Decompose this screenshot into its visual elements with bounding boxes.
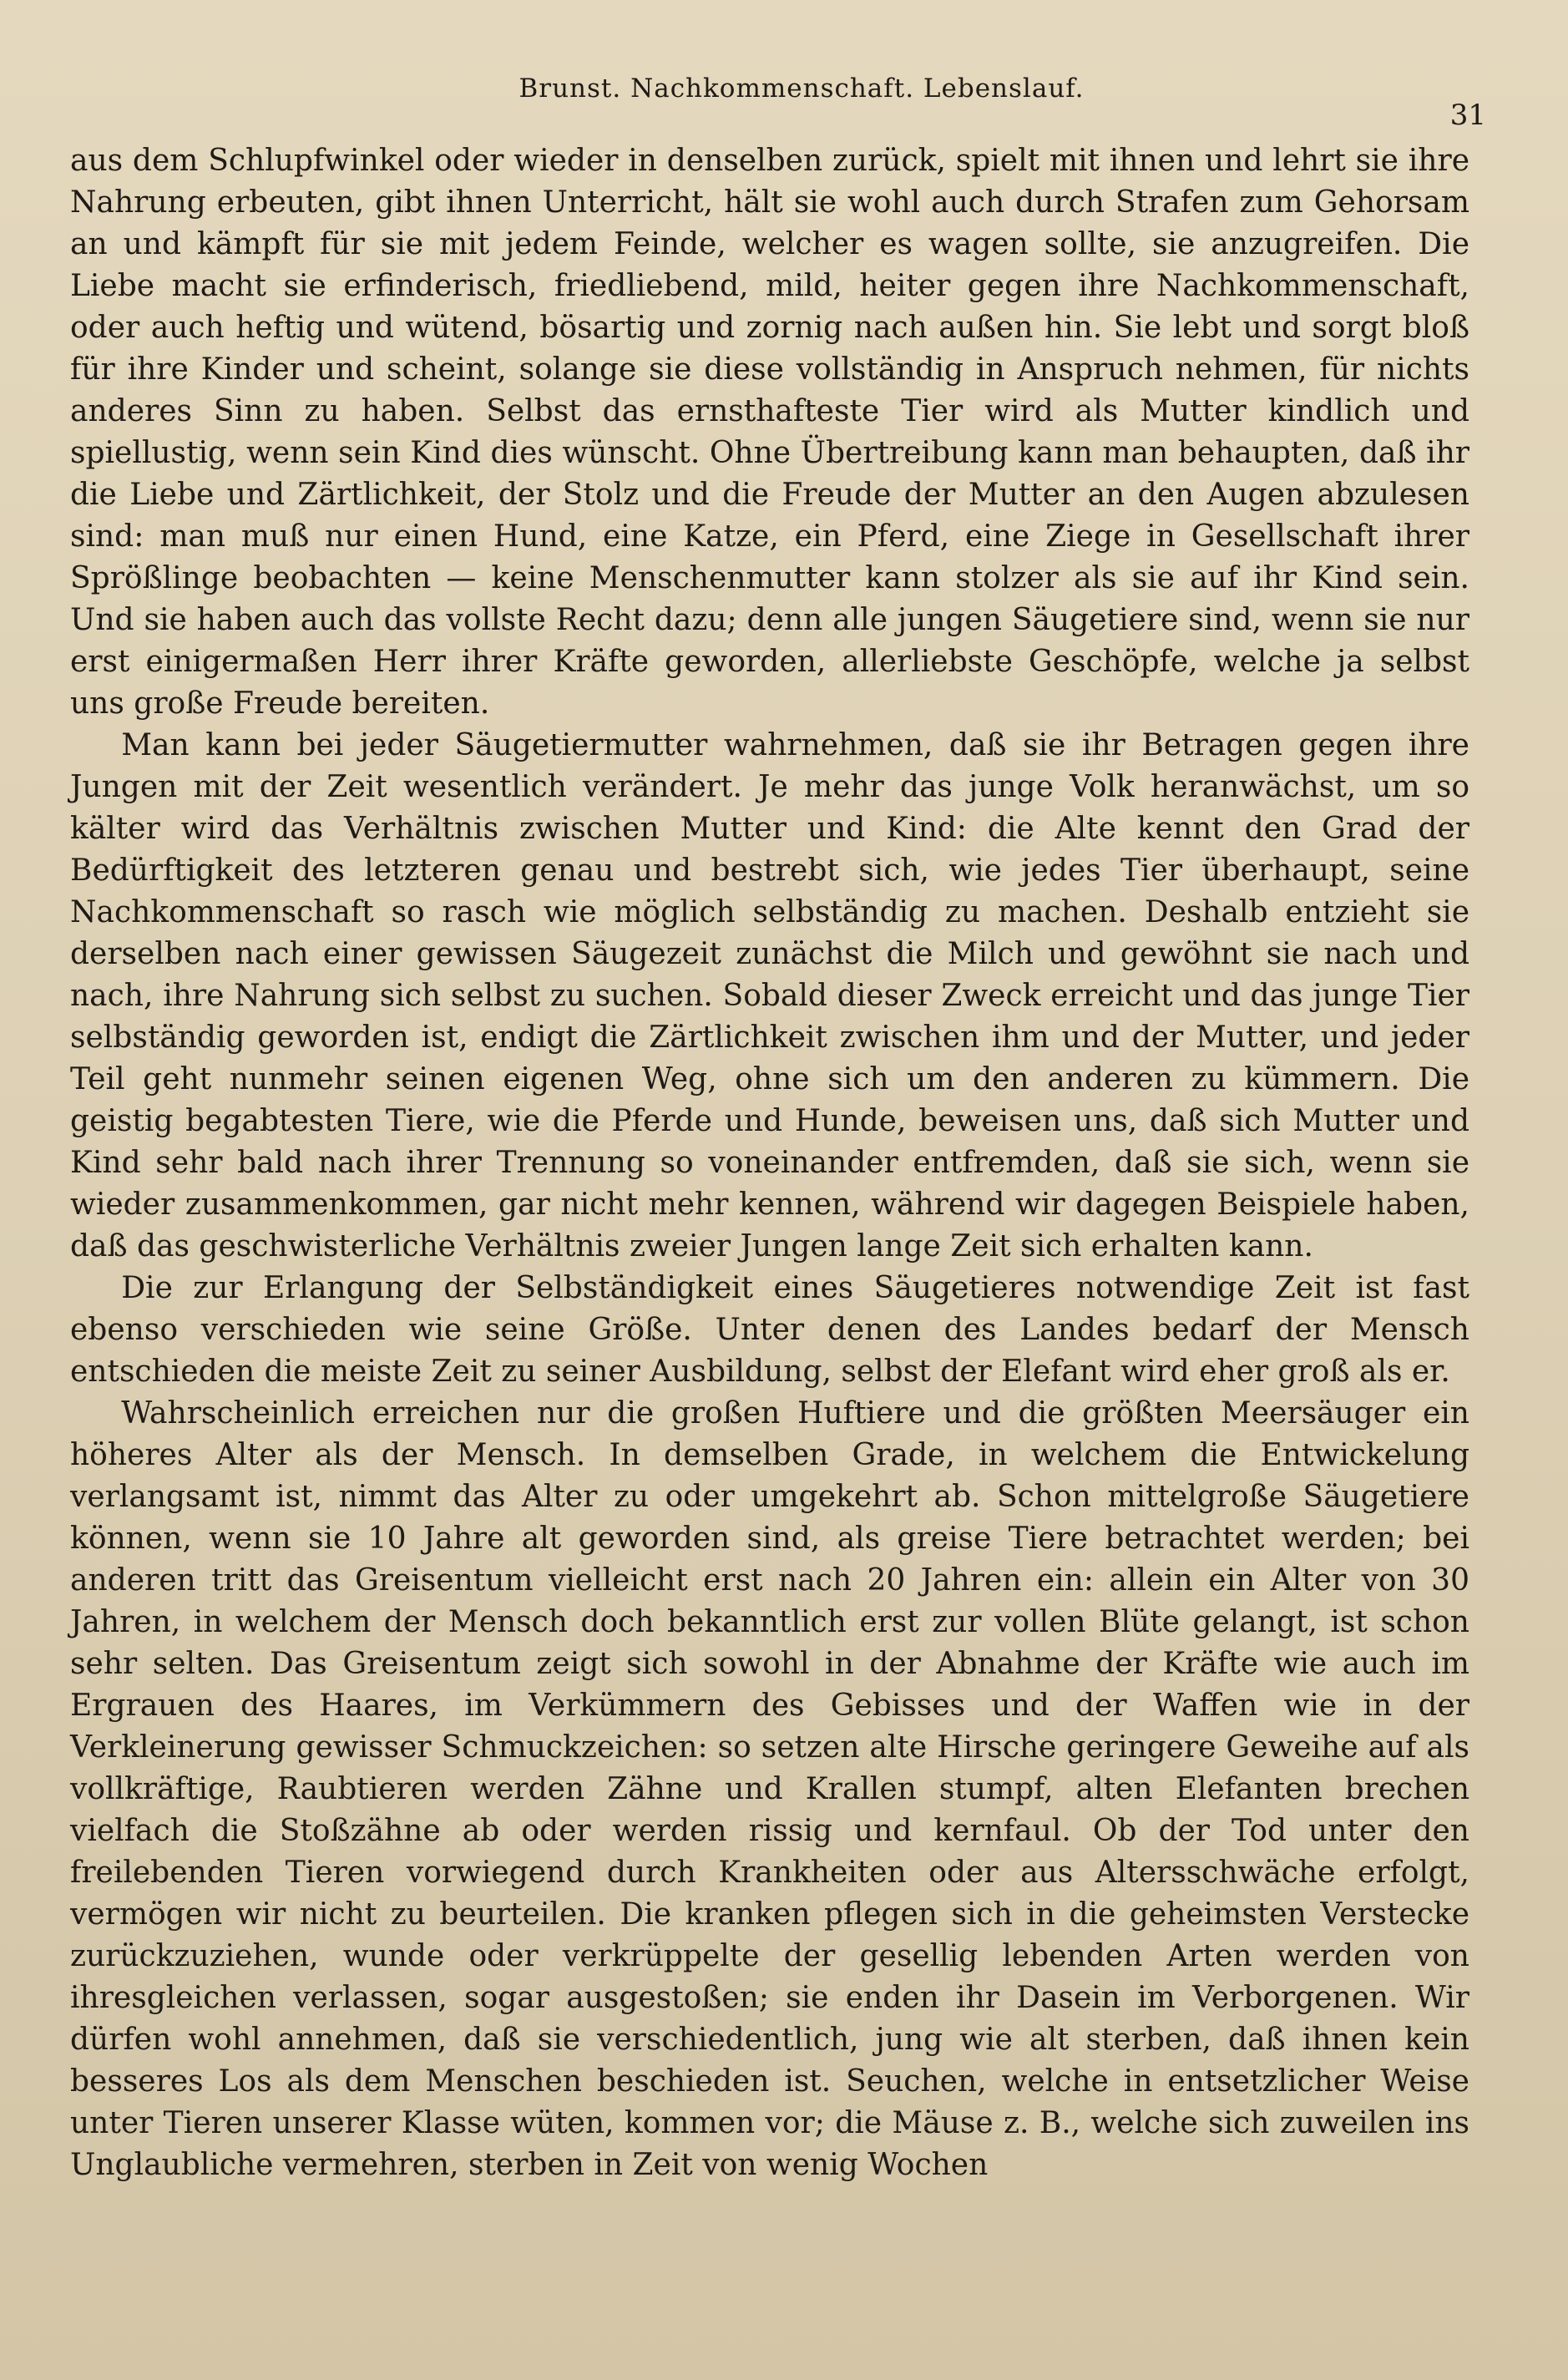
paragraph: Man kann bei jeder Säugetiermutter wahrnehmen, daß sie ihr Betragen gegen ihre Jungen mit der Zeit wesentlich verändert. Je mehr das junge Volk heranwächst, um so kälter wird das Verhältnis zwischen Mutter und Kind: die Alte kennt den Grad der Bedürftigkeit des letzteren genau und bestrebt sich, wie jedes Tier überhaupt, seine Nachkommenschaft so rasch wie möglich selbständig zu machen. Deshalb entzieht sie derselben nach einer gewissen Säugezeit zunächst die Milch und gewöhnt sie nach und nach, ihre Nahrung sich selbst zu suchen. Sobald dieser Zweck erreicht und das junge Tier selbständig geworden ist, endigt die Zärtlichkeit zwischen ihm und der Mutter, und jeder Teil geht nunmehr seinen eigenen Weg, ohne sich um den anderen zu kümmern. Die geistig begabtesten Tiere, wie die Pferde und Hunde, beweisen uns, daß sich Mutter und Kind sehr bald nach ihrer Trennung so voneinander entfremden, daß sie sich, wenn sie wieder zusammenkommen, gar nicht mehr kennen, während wir dagegen Beispiele haben, daß das geschwisterliche Verhältnis zweier Jungen lange Zeit sich erhalten kann. bbox=[70, 728, 1469, 1263]
body-text bbox=[70, 140, 1469, 2186]
paragraph-continued: aus dem Schlupfwinkel oder wieder in denselben zurück, spielt mit ihnen und lehrt sie ihre Nahrung erbeuten, gibt ihnen Unterricht, hält sie wohl auch durch Strafen zum Gehorsam an und kämpft für sie mit jedem Feinde, welcher es wagen sollte, sie anzugreifen. Die Liebe macht sie erfinderisch, friedliebend, mild, heiter gegen ihre Nachkommenschaft, oder auch heftig und wütend, bösartig und zornig nach außen hin. Sie lebt und sorgt bloß für ihre Kinder und scheint, solange sie diese vollständig in Anspruch nehmen, für nichts anderes Sinn zu haben. Selbst das ernsthafteste Tier wird als Mutter kindlich und spiellustig, wenn sein Kind dies wünscht. Ohne Übertreibung kann man behaupten, daß ihr die Liebe und Zärtlichkeit, der Stolz und die Freude der Mutter an den Augen abzulesen sind: man muß nur einen Hund, eine Katze, ein Pferd, eine Ziege in Gesellschaft ihrer Sprößlinge beobachten — keine Menschenmutter kann stolzer als sie auf ihr Kind sein. Und sie haben auch das vollste Recht dazu; denn alle jungen Säugetiere sind, wenn sie nur erst einigermaßen Herr ihrer Kräfte geworden, allerliebste Geschöpfe, welche ja selbst uns große Freude bereiten. bbox=[70, 144, 1469, 721]
running-head: Brunst. Nachkommenschaft. Lebenslauf. bbox=[518, 73, 1085, 104]
page-number: 31 bbox=[1449, 99, 1486, 132]
paragraph: Die zur Erlangung der Selbständigkeit eines Säugetieres notwendige Zeit ist fast ebenso verschieden wie seine Größe. Unter denen des Landes bedarf der Mensch entschieden die meiste Zeit zu seiner Ausbildung, selbst der Elefant wird eher groß als er. bbox=[70, 1271, 1469, 1389]
paragraph: Wahrscheinlich erreichen nur die großen Huftiere und die größten Meersäuger ein höheres Alter als der Mensch. In demselben Grade, in welchem die Entwickelung verlangsamt ist, nimmt das Alter zu oder umgekehrt ab. Schon mittelgroße Säugetiere können, wenn sie 10 Jahre alt geworden sind, als greise Tiere betrachtet werden; bei anderen tritt das Greisentum vielleicht erst nach 20 Jahren ein: allein ein Alter von 30 Jahren, in welchem der Mensch doch bekanntlich erst zur vollen Blüte gelangt, ist schon sehr selten. Das Greisentum zeigt sich sowohl in der Abnahme der Kräfte wie auch im Ergrauen des Haares, im Verkümmern des Gebisses und der Waffen wie in der Verkleinerung gewisser Schmuckzeichen: so setzen alte Hirsche geringere Geweihe auf als vollkräftige, Raubtieren werden Zähne und Krallen stumpf, alten Elefanten brechen vielfach die Stoßzähne ab oder werden rissig und kernfaul. Ob der Tod unter den freilebenden Tieren vorwiegend durch Krankheiten oder aus Altersschwäche erfolgt, vermögen wir nicht zu beurteilen. Die kranken pflegen sich in die geheimsten Verstecke zurückzuziehen, wunde oder verkrüppelte der gesellig lebenden Arten werden von ihresgleichen verlassen, sogar ausgestoßen; sie enden ihr Dasein im Verborgenen. Wir dürfen wohl annehmen, daß sie verschiedentlich, jung wie alt sterben, daß ihnen kein besseres Los als dem Menschen beschieden ist. Seuchen, welche in entsetzlicher Weise unter Tieren unserer Klasse wüten, kommen vor; die Mäuse z. B., welche sich zuweilen ins Unglaubliche vermehren, sterben in Zeit von wenig Wochen bbox=[70, 1396, 1469, 2182]
